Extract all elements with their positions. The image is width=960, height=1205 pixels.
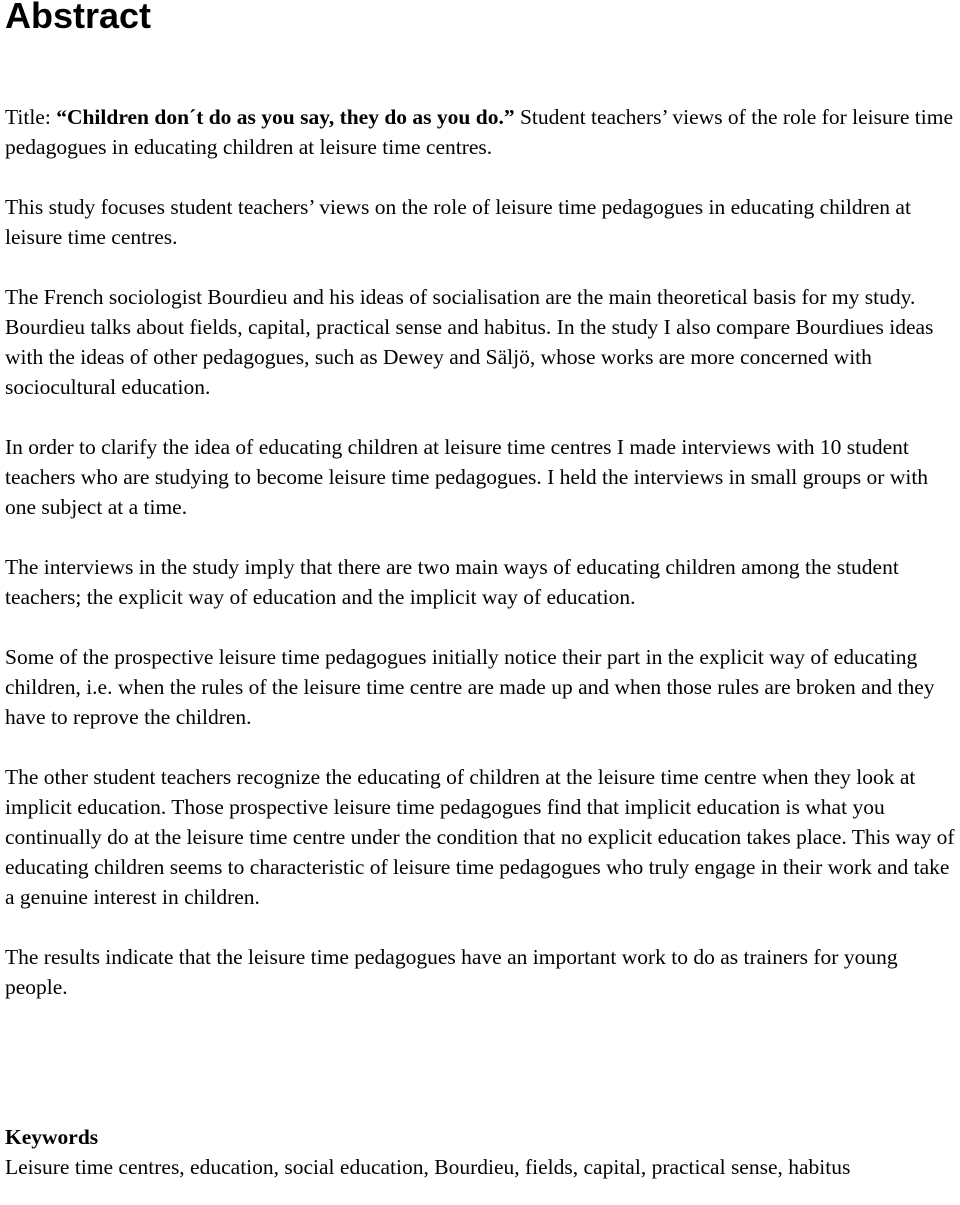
abstract-body bbox=[5, 102, 959, 1032]
keywords-heading: Keywords bbox=[5, 1125, 99, 1149]
paragraph-method: In order to clarify the idea of educating children at leisure time centres I made interviews with 10 student teachers who are studying to become leisure time pedagogues. I held the interviews in small groups or with one subject at a time. bbox=[5, 435, 929, 519]
paragraph-explicit: Some of the prospective leisure time pedagogues initially notice their part in the explicit way of educating children, i.e. when the rules of the leisure time centre are made up and when those rules are broken and they have to reprove the children. bbox=[5, 645, 935, 729]
paragraph-results: The results indicate that the leisure time pedagogues have an important work to do as trainers for young people. bbox=[5, 945, 898, 999]
keywords-text: Leisure time centres, education, social education, Bourdieu, fields, capital, practical sense, habitus bbox=[5, 1155, 851, 1179]
paragraph-implicit: The other student teachers recognize the educating of children at the leisure time centre when they look at implicit education. Those prospective leisure time pedagogues find that implicit education is what you continually do at the leisure time centre under the condition that no explicit education takes place. This way of educating children seems to characteristic of leisure time pedagogues who truly engage in their work and take a genuine interest in children. bbox=[5, 765, 955, 909]
page-heading: Abstract bbox=[5, 0, 152, 36]
title-rest: Student teachers’ views of the role for leisure time pedagogues in educating children at leisure time centres. bbox=[5, 105, 954, 159]
title-paragraph bbox=[5, 102, 959, 162]
keywords-section bbox=[5, 1122, 955, 1182]
title-label: Title: bbox=[5, 105, 51, 129]
paragraph-theory: The French sociologist Bourdieu and his ideas of socialisation are the main theoretical basis for my study. Bourdieu talks about fields, capital, practical sense and habitus. In the study I also compare Bourdiues ideas with the ideas of other pedagogues, such as Dewey and Säljö, whose works are more concerned with sociocultural education. bbox=[5, 285, 934, 399]
paragraph-findings: The interviews in the study imply that there are two main ways of educating children among the student teachers; the explicit way of education and the implicit way of education. bbox=[5, 555, 899, 609]
paragraph-focus: This study focuses student teachers’ views on the role of leisure time pedagogues in educating children at leisure time centres. bbox=[5, 195, 911, 249]
title-bold: “Children don´t do as you say, they do as you do.” bbox=[56, 105, 515, 129]
